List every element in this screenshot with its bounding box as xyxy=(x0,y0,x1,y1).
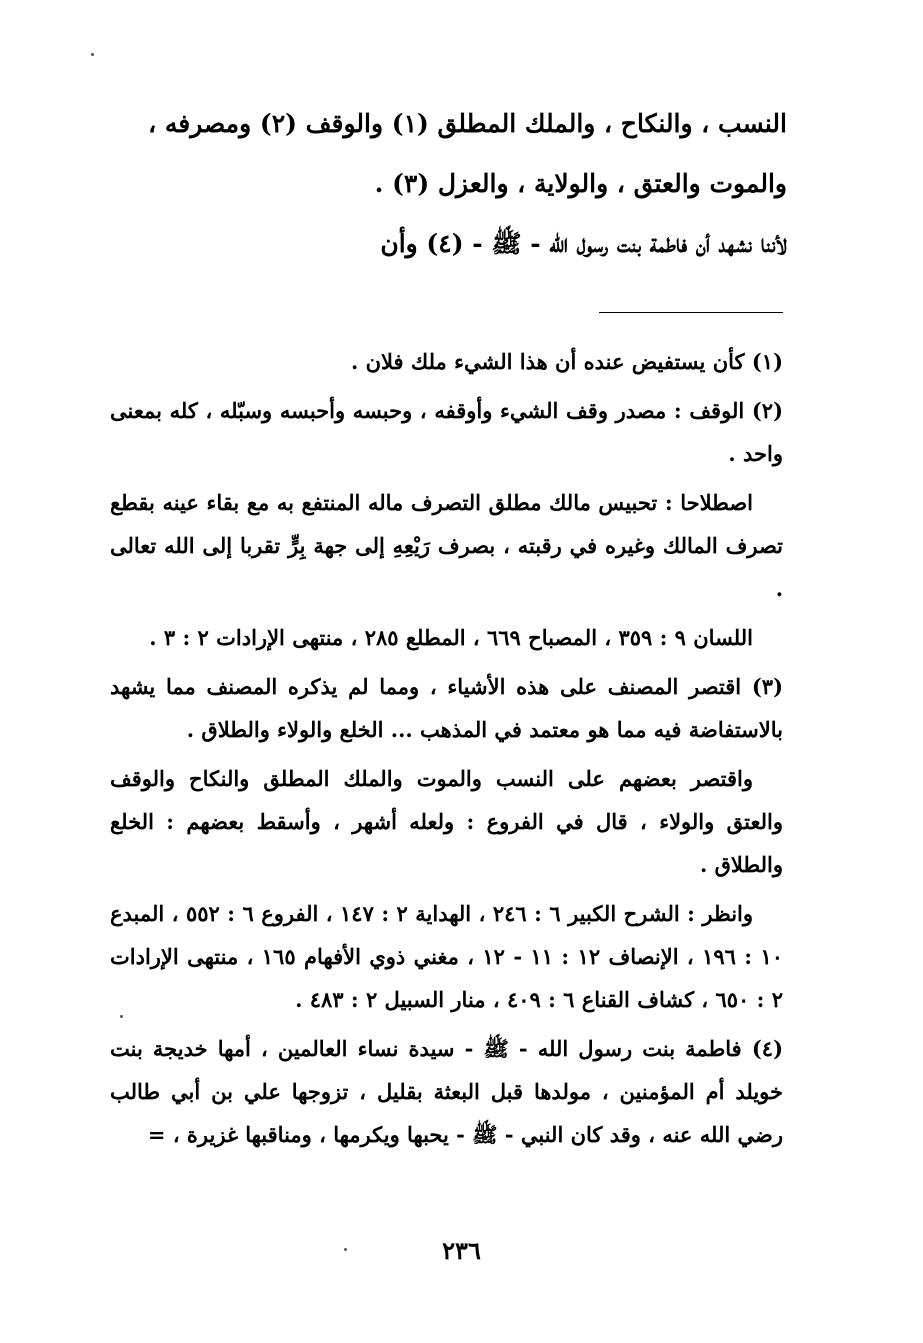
scan-speck xyxy=(344,1248,347,1251)
footnote-3-references: وانظر : الشرح الكبير ٦ : ٢٤٦ ، الهداية ٢ : ١٤٧ ، الفروع ٦ : ٥٥٢ ، المبدع ١٠ : ١٩٦ ، الإنصاف ١٢ : ١١ - ١٢ ، مغني ذوي الأفهام ١٦٥ ، منتهى الإرادات ٢ : ٦٥٠ ، كشاف القناع ٦ : ٤٠٩ ، منار السبيل ٢ : ٤٨٣ . xyxy=(110,901,784,1012)
main-text-line-1: النسب ، والنكاح ، والملك المطلق (١) والوقف (٢) ومصرفه ، xyxy=(148,109,787,138)
footnote-2: (٢) الوقف : مصدر وقف الشيء وأوقفه ، وحبسه وأحبسه وسبّله ، كله بمعنى واحد . xyxy=(110,398,783,466)
scan-speck xyxy=(120,1015,123,1018)
main-text xyxy=(112,94,787,274)
page-number: ٢٣٦ xyxy=(442,1236,481,1265)
footnote-1: (١) كأن يستفيض عنده أن هذا الشيء ملك فلان . xyxy=(350,349,783,374)
footnote-separator xyxy=(599,312,783,313)
scan-speck xyxy=(91,53,94,56)
footnote-2-definition: اصطلاحا : تحبيس مالك مطلق التصرف ماله المنتفع به مع بقاء عينه بقطع تصرف المالك وغيره في رقبته ، بصرف رَيْعِهِ إلى جهة بِرٍّ تقربا إلى الله تعالى . xyxy=(110,490,783,601)
footnotes xyxy=(110,340,783,1162)
footnote-3-continued: واقتصر بعضهم على النسب والموت والملك المطلق والنكاح والوقف والعتق والولاء ، قال في الفروع : ولعله أشهر ، وأسقط بعضهم : الخلع والطلاق . xyxy=(110,766,783,877)
main-text-line-2: والموت والعتق ، والولاية ، والعزل (٣) . xyxy=(374,169,787,198)
main-text-line-3: لأننا نشهد أن فاطمة بنت رسول الله - ﷺ - (٤) وأن xyxy=(380,229,787,258)
footnote-2-references: اللسان ٩ : ٣٥٩ ، المصباح ٦٦٩ ، المطلع ٢٨٥ ، منتهى الإرادات ٢ : ٣ . xyxy=(149,625,753,650)
footnote-4: (٤) فاطمة بنت رسول الله - ﷺ - سيدة نساء العالمين ، أمها خديجة بنت خويلد أم المؤمنين ، مولدها قبل البعثة بقليل ، تزوجها علي بن أبي طالب رضي الله عنه ، وقد كان النبي - ﷺ - يحبها ويكرمها ، ومناقبها غزيرة ، = xyxy=(110,1036,783,1147)
footnote-3: (٣) اقتصر المصنف على هذه الأشياء ، ومما لم يذكره المصنف مما يشهد بالاستفاضة فيه مما هو معتمد في المذهب ... الخلع والولاء والطلاق . xyxy=(110,674,783,742)
